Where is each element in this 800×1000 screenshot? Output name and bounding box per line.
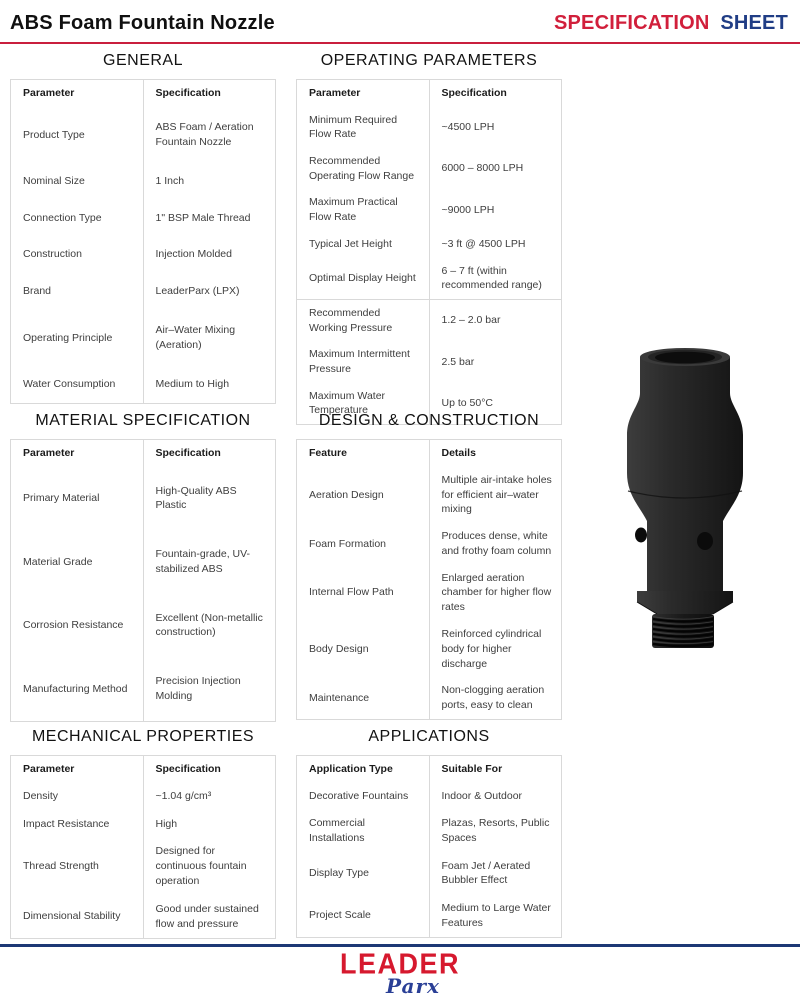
brand-logo-leader: LEADER — [339, 948, 460, 980]
table-row — [297, 107, 562, 148]
section-material-specification — [10, 412, 276, 722]
table-cell: Maximum Practical Flow Rate — [297, 189, 430, 230]
table-row — [297, 341, 562, 382]
table-row — [297, 895, 562, 938]
column-header: Parameter — [11, 440, 144, 467]
table-header-row — [11, 756, 276, 783]
table-cell: Commercial Installations — [297, 810, 430, 852]
table-cell: Foam Jet / Aerated Bubbler Effect — [441, 859, 531, 887]
table-cell: LeaderParx (LPX) — [155, 284, 240, 297]
table-cell: Medium to High — [155, 378, 230, 391]
table-cell: 2.5 bar — [441, 355, 475, 368]
table-row — [11, 594, 276, 658]
column-header: Parameter — [11, 80, 144, 107]
table-row — [11, 810, 276, 837]
table-cell: Multiple air-intake holes for efficient air–water mixing — [441, 473, 552, 516]
table-cell: Brand — [11, 273, 144, 310]
sheet-label-sheet: SHEET — [720, 11, 788, 34]
table-cell: Precision Injection Molding — [155, 675, 241, 703]
table-body — [297, 783, 562, 938]
table-row — [11, 895, 276, 938]
table-cell: Indoor & Outdoor — [441, 789, 523, 802]
table-cell: Thread Strength — [11, 838, 144, 896]
table-cell: ~1.04 g/cm³ — [155, 790, 212, 803]
table-header-row — [297, 80, 562, 107]
table-cell: Plazas, Resorts, Public Spaces — [441, 817, 550, 845]
table-row — [297, 231, 562, 258]
section-title: DESIGN & CONSTRUCTION — [318, 412, 540, 429]
table-row — [297, 621, 562, 677]
table-head — [11, 80, 276, 107]
table-head — [297, 756, 562, 783]
table-cell: Excellent (Non-metallic construction) — [155, 611, 263, 639]
table-cell: Body Design — [297, 621, 430, 677]
table-cell: Recommended Operating Flow Range — [297, 148, 430, 189]
table-cell: Impact Resistance — [11, 810, 144, 837]
table-head — [297, 80, 562, 107]
table-cell: Manufacturing Method — [11, 657, 144, 721]
table-cell: Water Consumption — [11, 366, 144, 403]
column-header: Suitable For — [441, 763, 503, 775]
table-row — [11, 657, 276, 721]
table-cell: Injection Molded — [155, 248, 232, 261]
table-body — [297, 107, 562, 425]
table-row — [11, 236, 276, 273]
table-cell: Enlarged aeration chamber for higher flow rates — [441, 571, 552, 614]
table-cell: High-Quality ABS Plastic — [155, 484, 237, 512]
brand-logo — [0, 948, 800, 998]
nozzle-illustration — [612, 344, 758, 658]
table-cell: Produces dense, white and frothy foam column — [441, 530, 552, 557]
table-row — [297, 523, 562, 565]
table-row — [11, 273, 276, 310]
table-cell: Maximum Intermittent Pressure — [297, 341, 430, 382]
table-row — [297, 258, 562, 300]
material-specification-table — [10, 439, 276, 722]
table-head — [11, 440, 276, 467]
section-title: OPERATING PARAMETERS — [320, 52, 538, 69]
section-mechanical-properties — [10, 728, 276, 939]
column-header: Parameter — [297, 80, 430, 107]
table-head — [297, 440, 562, 467]
table-head — [11, 756, 276, 783]
table-header-row — [297, 756, 562, 783]
column-header: Parameter — [11, 756, 144, 783]
section-general — [10, 52, 276, 404]
table-cell: High — [155, 817, 178, 830]
table-row — [11, 200, 276, 237]
product-photo-nozzle — [612, 344, 758, 658]
column-header: Specification — [441, 87, 507, 99]
table-cell: 6 – 7 ft (within recommended range) — [441, 264, 542, 292]
table-row — [11, 838, 276, 896]
table-row — [11, 530, 276, 594]
column-header: Specification — [155, 763, 221, 775]
table-cell: ABS Foam / Aeration Fountain Nozzle — [155, 121, 254, 149]
table-cell: Display Type — [297, 852, 430, 894]
table-row — [11, 163, 276, 200]
table-cell: Product Type — [11, 107, 144, 164]
column-header: Details — [441, 447, 476, 459]
table-cell: Optimal Display Height — [297, 258, 430, 300]
table-cell: 1 Inch — [155, 175, 185, 188]
footer-divider-rule — [0, 944, 800, 947]
table-cell: Density — [11, 783, 144, 810]
section-applications — [296, 728, 562, 938]
table-cell: ~9000 LPH — [441, 203, 495, 216]
table-cell: Air–Water Mixing (Aeration) — [155, 324, 236, 351]
sheet-label — [554, 12, 788, 35]
page-header — [0, 0, 800, 42]
section-operating-parameters — [296, 52, 562, 425]
design-construction-table — [296, 439, 562, 720]
table-cell: ~4500 LPH — [441, 121, 495, 134]
section-title: MECHANICAL PROPERTIES — [31, 728, 255, 745]
table-row — [11, 467, 276, 531]
table-row — [297, 810, 562, 852]
sheet-label-specification: SPECIFICATION — [553, 11, 710, 34]
section-title: MATERIAL SPECIFICATION — [35, 412, 251, 429]
applications-table — [296, 755, 562, 938]
table-cell: Corrosion Resistance — [11, 594, 144, 658]
table-row — [297, 565, 562, 621]
table-cell: Dimensional Stability — [11, 895, 144, 938]
table-header-row — [297, 440, 562, 467]
table-header-row — [11, 80, 276, 107]
section-design-construction — [296, 412, 562, 720]
table-row — [11, 783, 276, 810]
table-cell: 6000 – 8000 LPH — [441, 162, 524, 175]
table-cell: Aeration Design — [297, 467, 430, 523]
column-header: Specification — [155, 447, 221, 459]
table-cell: Up to 50°C — [441, 396, 493, 409]
table-row — [297, 299, 562, 341]
table-row — [11, 107, 276, 164]
table-body — [11, 783, 276, 939]
table-body — [11, 107, 276, 404]
section-title: GENERAL — [103, 52, 183, 69]
table-cell: Good under sustained flow and pressure — [155, 902, 259, 930]
table-cell: Decorative Fountains — [297, 783, 430, 810]
table-cell: Typical Jet Height — [297, 231, 430, 258]
table-row — [297, 783, 562, 810]
table-row — [297, 467, 562, 523]
table-cell: Nominal Size — [11, 163, 144, 200]
table-cell: 1" BSP Male Thread — [155, 211, 251, 224]
table-cell: Designed for continuous fountain operation — [155, 845, 247, 887]
table-body — [297, 467, 562, 720]
document-title: ABS Foam Fountain Nozzle — [10, 11, 275, 34]
column-header: Feature — [297, 440, 430, 467]
table-cell: Foam Formation — [297, 523, 430, 565]
brand-logo-parx: Parx — [386, 974, 440, 998]
header-divider-rule — [0, 42, 800, 44]
table-cell: Construction — [11, 236, 144, 273]
table-row — [11, 366, 276, 403]
table-row — [297, 677, 562, 719]
table-cell: Medium to Large Water Features — [441, 902, 551, 929]
table-cell: Reinforced cylindrical body for higher discharge — [441, 628, 542, 670]
table-cell: Non-clogging aeration ports, easy to clean — [441, 684, 545, 712]
column-header: Application Type — [297, 756, 430, 783]
table-header-row — [11, 440, 276, 467]
table-cell: Maximum Water Temperature — [297, 383, 430, 425]
general-table — [10, 79, 276, 404]
table-row — [11, 310, 276, 367]
table-cell: Internal Flow Path — [297, 565, 430, 621]
table-cell: Primary Material — [11, 467, 144, 531]
table-cell: Operating Principle — [11, 310, 144, 367]
table-cell: Connection Type — [11, 200, 144, 237]
column-header: Specification — [155, 87, 221, 99]
table-cell: Material Grade — [11, 530, 144, 594]
table-row — [297, 852, 562, 894]
table-row — [297, 189, 562, 230]
mechanical-properties-table — [10, 755, 276, 939]
operating-parameters-table — [296, 79, 562, 425]
table-cell: Maintenance — [297, 677, 430, 719]
table-cell: 1.2 – 2.0 bar — [429, 299, 562, 341]
table-row — [297, 148, 562, 189]
table-cell: Project Scale — [297, 895, 430, 938]
table-cell: Minimum Required Flow Rate — [297, 107, 430, 148]
section-title: APPLICATIONS — [368, 728, 490, 745]
table-cell: Fountain-grade, UV-stabilized ABS — [155, 548, 251, 575]
table-cell: ~3 ft @ 4500 LPH — [441, 237, 526, 250]
table-body — [11, 467, 276, 722]
table-cell: Recommended Working Pressure — [297, 299, 430, 341]
